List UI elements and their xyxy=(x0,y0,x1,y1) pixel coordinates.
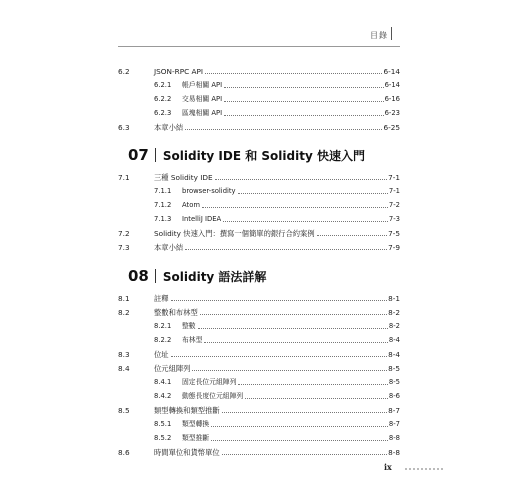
leader-dots xyxy=(222,453,387,455)
leader-dots xyxy=(192,369,387,371)
toc-entry[interactable]: 6.3 本章小結 6-25 xyxy=(118,123,400,132)
leader-dots xyxy=(171,355,387,357)
toc-entry[interactable]: 8.5 類型轉換和類型推斷 8-7 xyxy=(118,406,400,415)
toc-entry[interactable]: 8.5.2 類型推斷 8-8 xyxy=(154,434,400,442)
chapter-number: 08 xyxy=(128,267,149,285)
leader-dots xyxy=(185,248,387,250)
toc-entry[interactable]: 7.1.1 browser-solidity 7-1 xyxy=(154,187,400,195)
toc-entry[interactable]: 8.2.2 布林型 8-4 xyxy=(154,336,400,344)
leader-dots xyxy=(224,86,383,88)
toc-entry[interactable]: 8.2.1 整數 8-2 xyxy=(154,322,400,330)
toc-entry[interactable]: 7.1.2 Atom 7-2 xyxy=(154,201,400,209)
chapter-divider xyxy=(155,269,156,283)
toc-entry[interactable]: 6.2.2 交易相關 API 6-16 xyxy=(154,95,400,103)
leader-dots xyxy=(224,100,383,102)
leader-dots xyxy=(198,327,388,329)
leader-dots xyxy=(171,299,387,301)
leader-dots xyxy=(204,341,388,343)
leader-dots xyxy=(205,72,382,74)
leader-dots xyxy=(222,411,387,413)
leader-dots xyxy=(317,234,387,236)
leader-dots xyxy=(215,178,387,180)
running-header: 目錄 xyxy=(370,31,388,40)
toc-entry[interactable]: 6.2 JSON-RPC API 6-14 xyxy=(118,67,400,76)
header-divider xyxy=(391,27,392,40)
leader-dots xyxy=(245,397,388,399)
toc-entry[interactable]: 8.4.1 固定長位元組陣列 8-5 xyxy=(154,378,400,386)
toc-entry[interactable]: 8.2 整數和布林型 8-2 xyxy=(118,308,400,317)
chapter-divider xyxy=(155,148,156,162)
leader-dots xyxy=(224,114,383,116)
toc-entry[interactable]: 8.1 註釋 8-1 xyxy=(118,294,400,303)
page-number: ix xyxy=(384,462,392,472)
chapter-title: Solidity 語法詳解 xyxy=(162,269,267,284)
toc-entry[interactable]: 7.1 三種 Solidity IDE 7-1 xyxy=(118,173,400,182)
toc-entry[interactable]: 7.1.3 IntelliJ IDEA 7-3 xyxy=(154,215,400,223)
toc-entry[interactable]: 8.3 位址 8-4 xyxy=(118,350,400,359)
toc-entry[interactable]: 8.4 位元組陣列 8-5 xyxy=(118,364,400,373)
leader-dots xyxy=(238,383,388,385)
leader-dots xyxy=(202,206,388,208)
chapter-7-heading xyxy=(128,146,365,164)
chapter-number: 07 xyxy=(128,146,149,164)
leader-dots xyxy=(238,192,388,194)
leader-dots xyxy=(211,425,388,427)
toc-entry[interactable]: 7.2 Solidity 快速入門：撰寫一個簡單的銀行合約案例 7-5 xyxy=(118,229,400,238)
toc-entry[interactable]: 8.5.1 類型轉換 8-7 xyxy=(154,420,400,428)
leader-dots xyxy=(211,439,388,441)
header-rule xyxy=(118,46,400,47)
toc-entry[interactable]: 8.6 時間單位和貨幣單位 8-8 xyxy=(118,448,400,457)
leader-dots xyxy=(200,313,387,315)
chapter-8-heading xyxy=(128,267,266,285)
toc-entry[interactable]: 6.2.3 區塊相關 API 6-23 xyxy=(154,109,400,117)
toc-entry[interactable]: 8.4.2 動態長度位元組陣列 8-6 xyxy=(154,392,400,400)
footer-dot-rule xyxy=(405,468,443,473)
leader-dots xyxy=(185,128,382,130)
chapter-title: Solidity IDE 和 Solidity 快速入門 xyxy=(162,148,365,163)
leader-dots xyxy=(223,220,388,222)
toc-entry[interactable]: 7.3 本章小結 7-9 xyxy=(118,243,400,252)
toc-entry[interactable]: 6.2.1 帳戶相關 API 6-14 xyxy=(154,81,400,89)
